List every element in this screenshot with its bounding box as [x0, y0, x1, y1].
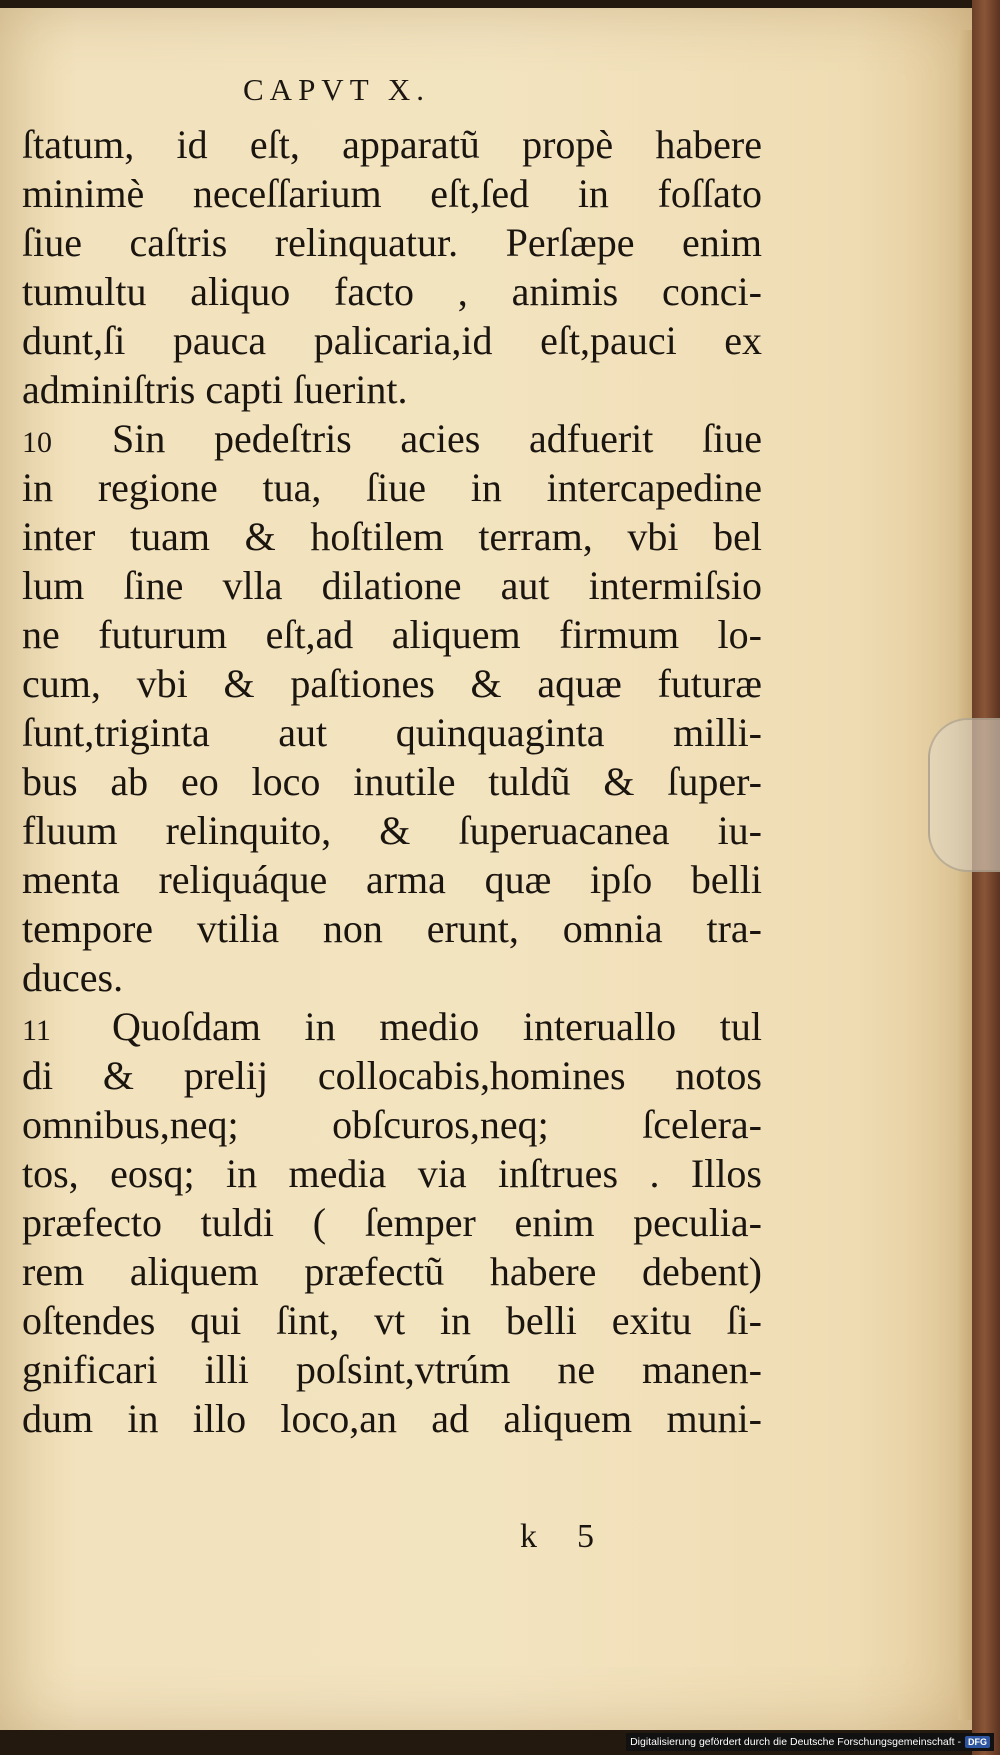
page-clip: [928, 718, 1000, 872]
text-line: tempore vtilia non erunt, omnia tra-: [22, 906, 762, 951]
text-line: duces.: [22, 955, 124, 1000]
text-line: fluum relinquito, & ſuperuacanea iu-: [22, 808, 762, 853]
text-line: menta reliquáque arma quæ ipſo belli: [22, 857, 762, 902]
credit-text: Digitalisierung gefördert durch die Deutsche Forschungsgemeinschaft -: [630, 1736, 961, 1748]
text-line-content: Quoſdam in medio interuallo tul: [112, 1004, 762, 1049]
text-line: omnibus,neq; obſcuros,neq; ſcelera-: [22, 1102, 762, 1147]
text-line: [22, 414, 762, 463]
text-line: di & prelij collocabis,homines notos: [22, 1053, 762, 1098]
text-line: in regione tua, ſiue in intercapedine: [22, 465, 762, 510]
text-line: bus ab eo loco inutile tuldũ & ſuper-: [22, 759, 762, 804]
paragraph-number: 10: [22, 426, 52, 459]
text-line: gnificari illi poſsint,vtrúm ne manen-: [22, 1347, 762, 1392]
dfg-logo: DFG: [965, 1736, 990, 1748]
text-line: [22, 1002, 762, 1051]
page-edge-stripe: [958, 30, 972, 1720]
text-line: oſtendes qui ſint, vt in belli exitu ſi-: [22, 1298, 762, 1343]
text-line: ſunt,triginta aut quinquaginta milli-: [22, 710, 762, 755]
text-line: ſtatum, id eſt, apparatũ propè habere: [22, 122, 762, 167]
text-line-content: Sin pedeſtris acies adfuerit ſiue: [112, 416, 762, 461]
text-line: præfecto tuldi ( ſemper enim peculia-: [22, 1200, 762, 1245]
text-line: lum ſine vlla dilatione aut intermiſsio: [22, 563, 762, 608]
text-line: ſiue caſtris relinquatur. Perſæpe enim: [22, 220, 762, 265]
signature-letter: k: [520, 1518, 577, 1555]
signature-number: 5: [577, 1518, 634, 1555]
book-page: [0, 8, 972, 1730]
text-line: adminiſtris capti ſuerint.: [22, 367, 408, 412]
text-block: [22, 120, 762, 1443]
running-head: CAPVT X.: [243, 72, 430, 107]
digitization-credit: [626, 1733, 994, 1751]
signature-mark: [520, 1518, 634, 1556]
text-line: rem aliquem præfectũ habere debent): [22, 1249, 762, 1294]
paragraph-number: 11: [22, 1014, 51, 1047]
text-line: dum in illo loco,an ad aliquem muni-: [22, 1396, 762, 1441]
text-line: inter tuam & hoſtilem terram, vbi bel: [22, 514, 762, 559]
text-line: cum, vbi & paſtiones & aquæ futuræ: [22, 661, 762, 706]
text-line: tos, eosq; in media via inſtrues . Illos: [22, 1151, 762, 1196]
text-line: dunt,ſi pauca palicaria,id eſt,pauci ex: [22, 318, 762, 363]
book-cover-edge: [972, 0, 1000, 1755]
text-line: minimè neceſſarium eſt,ſed in foſſato: [22, 171, 762, 216]
text-line: ne futurum eſt,ad aliquem firmum lo-: [22, 612, 762, 657]
text-line: tumultu aliquo facto , animis conci-: [22, 269, 762, 314]
